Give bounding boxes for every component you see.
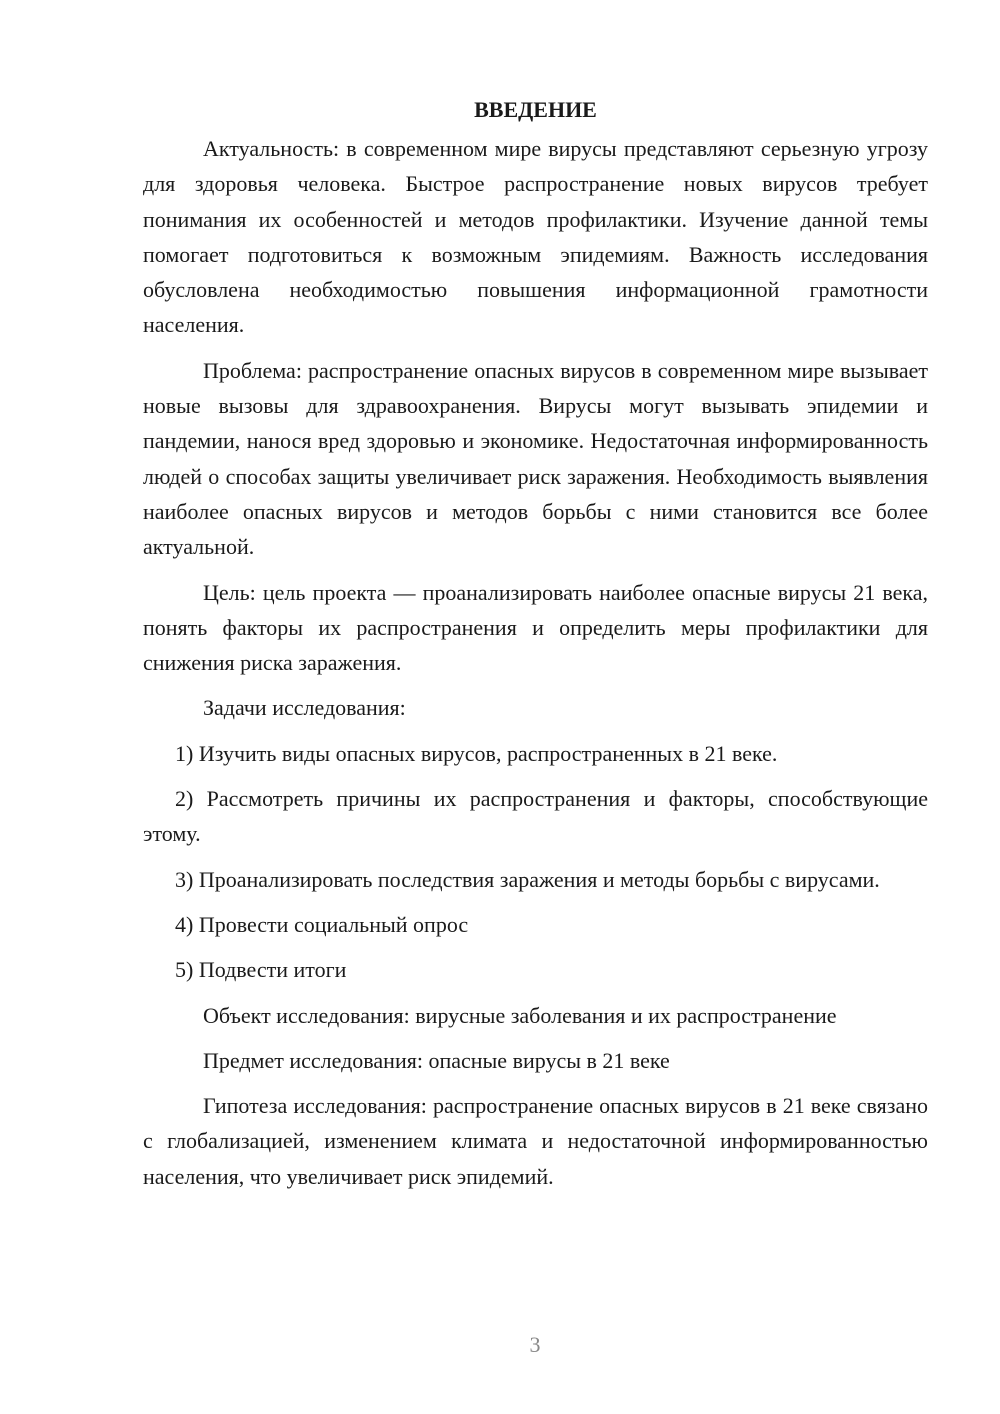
paragraph-problem: Проблема: распространение опасных вирусов в современном мире вызывает новые вызовы для здравоохранения. Вирусы могут вызывать эпидемии и пандемии, нанося вред здоровью и экономике. Недостаточная информированность людей о способах защиты увеличивает риск заражения. Необходимость выявления наиболее опасных вирусов и методов борьбы с ними становится все более актуальной. xyxy=(143,357,928,560)
task-item-2: 2) Рассмотреть причины их распространения и факторы, способствующие этому. xyxy=(143,786,928,847)
tasks-heading: Задачи исследования: xyxy=(203,695,406,721)
research-subject: Предмет исследования: опасные вирусы в 21 веке xyxy=(203,1047,670,1073)
task-item-5: 5) Подвести итоги xyxy=(175,957,347,983)
research-hypothesis: Гипотеза исследования: распространение опасных вирусов в 21 веке связано с глобализацией, изменением климата и недостаточной информированностью населения, что увеличивает риск эпидемий. xyxy=(143,1093,928,1189)
research-object: Объект исследования: вирусные заболевания и их распространение xyxy=(203,1002,837,1028)
paragraph-goal: Цель: цель проекта — проанализировать наиболее опасные вирусы 21 века, понять факторы их распространения и определить меры профилактики для снижения риска заражения. xyxy=(143,579,928,676)
task-item-1: 1) Изучить виды опасных вирусов, распространенных в 21 веке. xyxy=(175,740,778,766)
task-item-4: 4) Провести социальный опрос xyxy=(175,911,469,937)
page-title: ВВЕДЕНИЕ xyxy=(474,97,597,122)
document-page xyxy=(143,92,928,1204)
task-item-3: 3) Проанализировать последствия заражения и методы борьбы с вирусами. xyxy=(175,866,880,892)
paragraph-relevance: Актуальность: в современном мире вирусы представляют серьезную угрозу для здоровья человека. Быстрое распространение новых вирусов требует понимания их особенностей и методов профилактики. Изучение данной темы помогает подготовиться к возможным эпидемиям. Важность исследования обусловлена необходимостью повышения информационной грамотности населения. xyxy=(143,136,928,338)
page-number: 3 xyxy=(529,1332,541,1357)
